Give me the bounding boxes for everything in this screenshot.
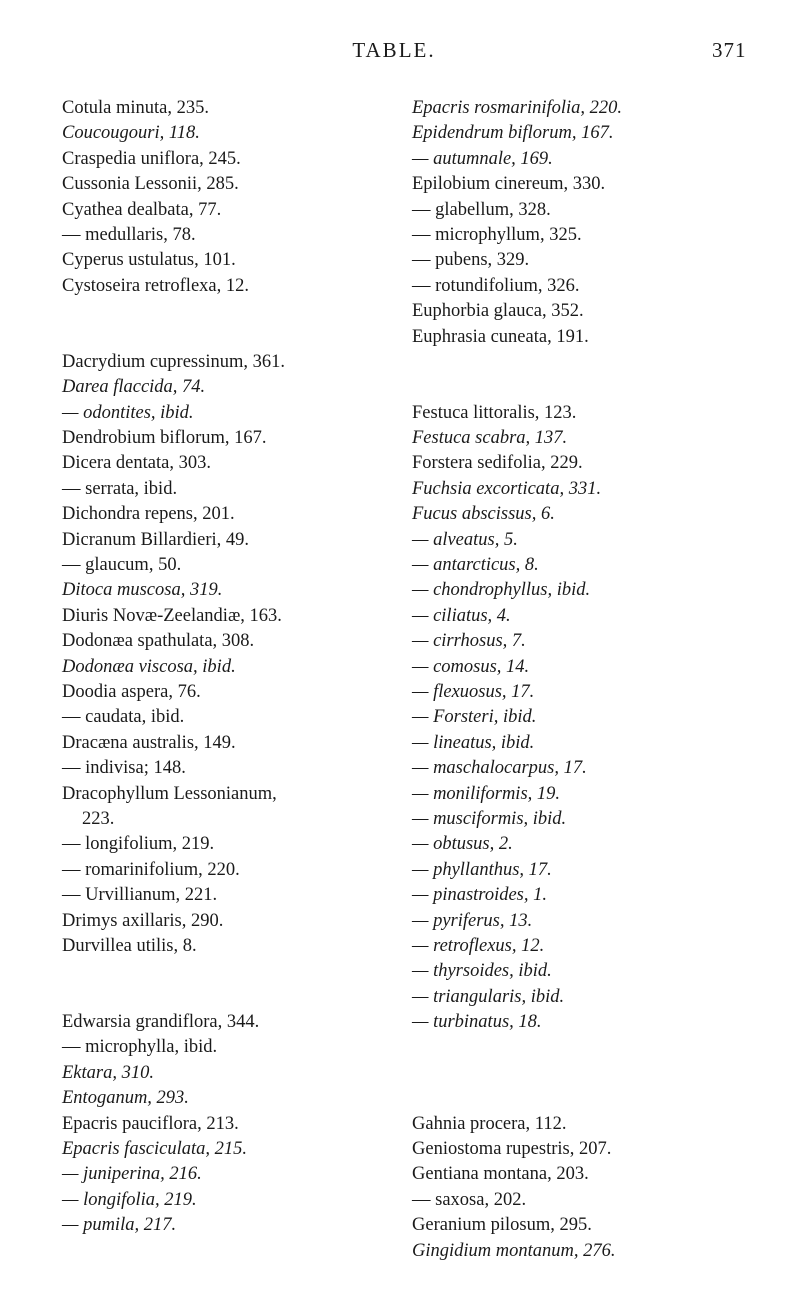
index-entry: — Forsteri, ibid. <box>412 707 537 728</box>
section-spacer <box>412 1035 752 1060</box>
index-entry: Forstera sedifolia, 229. <box>412 453 583 474</box>
index-entry: Geranium pilosum, 295. <box>412 1215 592 1236</box>
index-entry: Dracæna australis, 149. <box>62 732 236 753</box>
section-spacer <box>62 325 402 350</box>
index-entry: — longifolium, 219. <box>62 834 215 855</box>
index-entry: — ciliatus, 4. <box>412 605 511 626</box>
index-entry: Euphorbia glauca, 352. <box>412 301 584 322</box>
section-spacer <box>412 1061 752 1086</box>
index-column-right <box>412 96 752 1264</box>
index-entry: Gahnia procera, 112. <box>412 1113 567 1134</box>
index-entry: Doodia aspera, 76. <box>62 681 201 702</box>
index-entry: Epacris rosmarinifolia, 220. <box>412 98 623 118</box>
index-entry: Dicranum Billardieri, 49. <box>62 529 250 550</box>
index-entry: Gentiana montana, 203. <box>412 1164 589 1185</box>
index-entry: Festuca littoralis, 123. <box>412 402 577 423</box>
index-entry: Cystoseira retroflexa, 12. <box>62 275 249 296</box>
index-entry: Gingidium montanum, 276. <box>412 1240 616 1261</box>
index-entry: Coucougouri, 118. <box>62 123 200 144</box>
index-entry: Cyperus ustulatus, 101. <box>62 250 236 271</box>
index-entry: — microphyllum, 325. <box>412 224 582 245</box>
index-entry: Epilobium cinereum, 330. <box>412 174 606 195</box>
index-entry: Dodonæa viscosa, ibid. <box>62 656 236 677</box>
index-entry: — microphylla, ibid. <box>62 1037 218 1058</box>
index-column-left <box>62 96 402 1239</box>
index-entry: — lineatus, ibid. <box>412 732 535 753</box>
index-entry: Durvillea utilis, 8. <box>62 935 197 956</box>
index-entry: Cotula minuta, 235. <box>62 98 209 118</box>
index-entry: Epidendrum biflorum, 167. <box>412 123 614 144</box>
index-entry: Festuca scabra, 137. <box>412 428 568 449</box>
index-entry: — pubens, 329. <box>412 250 530 271</box>
index-entry: — cirrhosus, 7. <box>412 631 526 652</box>
index-entry: — glabellum, 328. <box>412 199 551 220</box>
index-entry: — turbinatus, 18. <box>412 1012 542 1033</box>
index-entry: — comosus, 14. <box>412 656 530 677</box>
index-entry: — autumnale, 169. <box>412 148 553 169</box>
index-entry: — maschalocarpus, 17. <box>412 758 587 779</box>
index-entry: Edwarsia grandiflora, 344. <box>62 1012 260 1033</box>
index-entry: — flexuosus, 17. <box>412 681 535 702</box>
index-entry: Cussonia Lessonii, 285. <box>62 174 239 195</box>
index-entry: Dichondra repens, 201. <box>62 504 235 525</box>
index-entry: — medullaris, 78. <box>62 224 196 245</box>
page-number: 371 <box>712 38 747 62</box>
index-entry: — romarinifolium, 220. <box>62 859 240 880</box>
index-entry: Entoganum, 293. <box>62 1088 189 1109</box>
index-entry: — musciformis, ibid. <box>412 808 567 829</box>
section-spacer <box>62 959 402 984</box>
index-entry: — triangularis, ibid. <box>412 986 565 1007</box>
index-entry: Ektara, 310. <box>62 1062 154 1083</box>
index-entry: Epacris pauciflora, 213. <box>62 1113 239 1134</box>
index-entry: — retroflexus, 12. <box>412 935 545 956</box>
index-entry: — phyllanthus, 17. <box>412 859 552 880</box>
index-entry: Darea flaccida, 74. <box>62 377 206 398</box>
index-entry: — Urvillianum, 221. <box>62 885 218 906</box>
index-entry: Craspedia uniflora, 245. <box>62 148 241 169</box>
index-entry: Euphrasia cuneata, 191. <box>412 326 589 347</box>
index-entry: Drimys axillaris, 290. <box>62 910 224 931</box>
index-entry: Ditoca muscosa, 319. <box>62 580 223 601</box>
index-entry: Fuchsia excorticata, 331. <box>412 478 602 499</box>
index-entry: — saxosa, 202. <box>412 1189 527 1210</box>
index-entry: Diuris Novæ-Zeelandiæ, 163. <box>62 605 282 626</box>
index-entry: — antarcticus, 8. <box>412 555 539 576</box>
index-entry: — moniliformis, 19. <box>412 783 561 804</box>
section-spacer <box>412 350 752 375</box>
index-entry: — pyriferus, 13. <box>412 910 533 931</box>
index-entry: — pumila, 217. <box>62 1215 177 1236</box>
index-entry: — caudata, ibid. <box>62 707 185 728</box>
index-entry: — pinastroides, 1. <box>412 885 547 906</box>
index-entry: 223. <box>82 808 115 829</box>
index-entry: Cyathea dealbata, 77. <box>62 199 222 220</box>
index-entry: — odontites, ibid. <box>62 402 194 423</box>
index-entry: — thyrsoides, ibid. <box>412 961 552 982</box>
page-title: TABLE. <box>352 38 436 62</box>
index-entry: Dodonæa spathulata, 308. <box>62 631 255 652</box>
index-entry: Geniostoma rupestris, 207. <box>412 1139 612 1160</box>
index-entry: Fucus abscissus, 6. <box>412 504 555 525</box>
section-spacer <box>62 985 402 1010</box>
section-spacer <box>412 1086 752 1111</box>
index-entry: — rotundifolium, 326. <box>412 275 580 296</box>
index-entry: Dracophyllum Lessonianum, <box>62 783 277 804</box>
section-spacer <box>62 299 402 324</box>
index-entry: — juniperina, 216. <box>62 1164 202 1185</box>
index-entry: — serrata, ibid. <box>62 478 178 499</box>
index-entry: — obtusus, 2. <box>412 834 513 855</box>
index-entry: Epacris fasciculata, 215. <box>62 1139 247 1160</box>
index-entry: — alveatus, 5. <box>412 529 518 550</box>
index-entry: — longifolia, 219. <box>62 1189 197 1210</box>
index-entry: Dacrydium cupressinum, 361. <box>62 351 285 372</box>
index-entry: — glaucum, 50. <box>62 555 182 576</box>
section-spacer <box>412 375 752 400</box>
index-entry: — chondrophyllus, ibid. <box>412 580 591 601</box>
index-entry: Dicera dentata, 303. <box>62 453 211 474</box>
index-entry: Dendrobium biflorum, 167. <box>62 428 267 449</box>
index-entry: — indivisa; 148. <box>62 758 186 779</box>
